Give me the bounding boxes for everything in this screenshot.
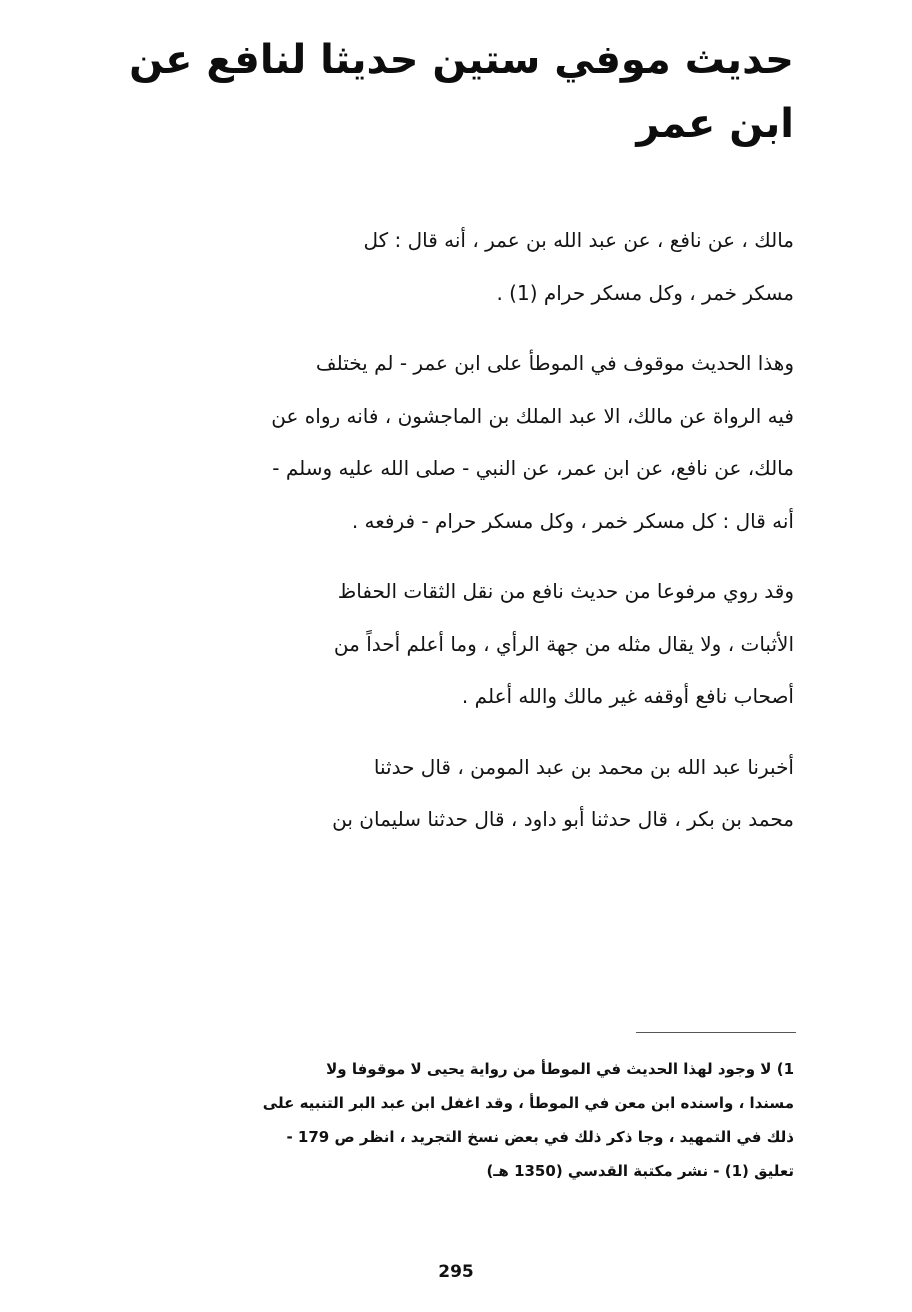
text-line: أنه قال : كل مسكر خمر ، وكل مسكر حرام - فرفعه . — [351, 508, 794, 533]
text-line: مالك ، عن نافع ، عن عبد الله بن عمر ، أنه قال : كل — [363, 228, 794, 252]
page-number: 295 — [438, 1262, 474, 1282]
footnote-divider — [636, 1032, 796, 1033]
footnotes — [152, 1052, 794, 1188]
text-line: أخبرنا عبد الله بن محمد بن عبد المومن ، قال حدثنا — [373, 754, 794, 779]
text-line: الأثبات ، ولا يقال مثله من جهة الرأي ، وما أعلم أحداً من — [333, 631, 794, 656]
paragraph — [152, 565, 794, 723]
page-title — [129, 28, 794, 156]
title-line: حديث موفي ستين حديثا لنافع عن — [129, 37, 794, 83]
text-line: وقد روي مرفوعا من حديث نافع من نقل الثقات الحفاظ — [337, 579, 794, 603]
text-line: مالك، عن نافع، عن ابن عمر، عن النبي - صلى الله عليه وسلم - — [272, 456, 794, 480]
paragraph — [152, 741, 794, 846]
body-text — [152, 214, 794, 854]
footnote-line: 1) لا وجود لهذا الحديث في الموطأ من رواية يحيى لا موقوفا ولا — [326, 1060, 794, 1078]
paragraph — [152, 214, 794, 319]
paragraph — [152, 337, 794, 547]
footnote-line: مسندا ، واسنده ابن معن في الموطأ ، وقد اغفل ابن عبد البر التنبيه على — [262, 1094, 794, 1112]
text-line: محمد بن بكر ، قال حدثنا أبو داود ، قال حدثنا سليمان بن — [332, 807, 794, 831]
footnote-line: ذلك في التمهيد ، وجا ذكر ذلك في بعض نسخ التجريد ، انظر ص 179 - — [286, 1128, 794, 1146]
title-line: ابن عمر — [636, 101, 794, 147]
footnote-line: تعليق (1) - نشر مكتبة القدسي (1350 هـ) — [486, 1162, 794, 1180]
text-line: وهذا الحديث موقوف في الموطأ على ابن عمر - لم يختلف — [315, 351, 794, 375]
text-line: فيه الرواة عن مالك، الا عبد الملك بن الماجشون ، فانه رواه عن — [271, 403, 794, 428]
text-line: أصحاب نافع أوقفه غير مالك والله أعلم . — [461, 684, 794, 708]
text-line: مسكر خمر ، وكل مسكر حرام (1) . — [496, 280, 794, 305]
